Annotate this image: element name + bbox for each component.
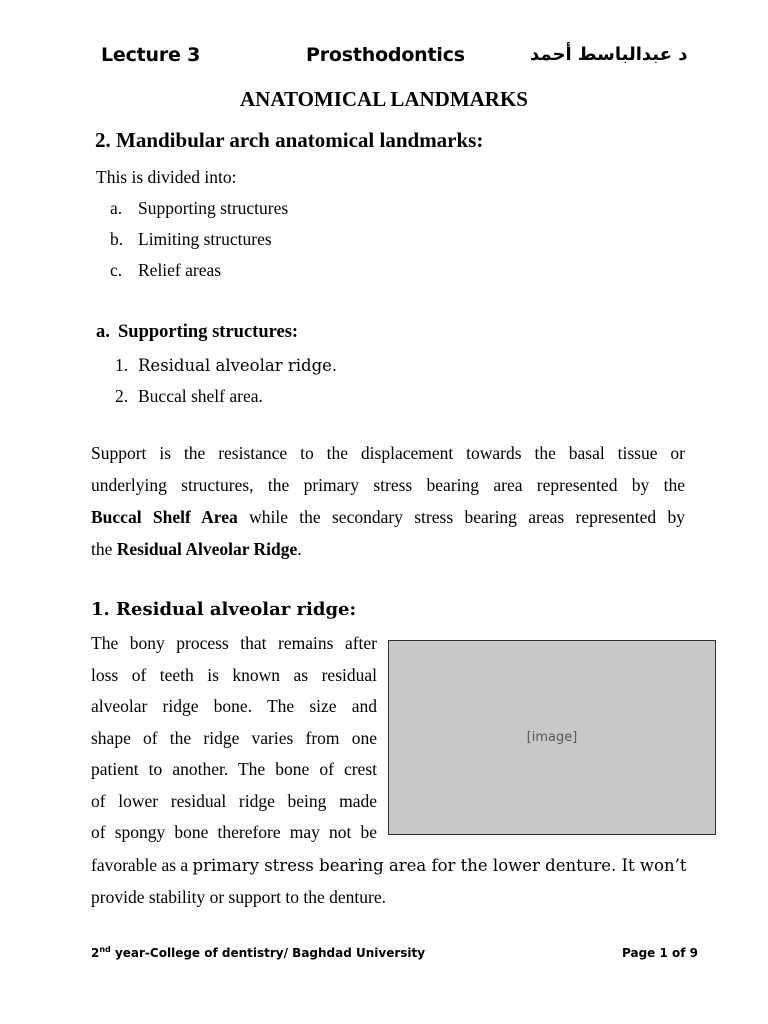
paragraph-line: Support is the resistance to the displacement towards the basal tissue or <box>91 443 685 463</box>
list-item-marker: 1. <box>115 355 129 375</box>
lecture-number: Lecture 3 <box>101 44 201 66</box>
subsection-marker: a. <box>96 322 110 342</box>
list-item-marker: a. <box>110 198 123 218</box>
list-item: Supporting structures <box>138 198 289 218</box>
paragraph-line: of lower residual ridge being made <box>91 790 377 811</box>
paragraph-line: provide stability or support to the denture. <box>91 887 387 907</box>
page-number: Page 1 of 9 <box>622 946 698 960</box>
paragraph-line: The bony process that remains after <box>91 633 377 653</box>
list-item: Buccal shelf area. <box>138 386 263 406</box>
list-item: Limiting structures <box>138 229 272 249</box>
paragraph-text: while the secondary stress bearing areas represented by <box>237 507 685 527</box>
course-name: Prosthodontics <box>306 44 465 66</box>
paragraph-text: favorable as a <box>91 855 193 875</box>
ridge-text-column <box>91 628 377 849</box>
list-item-marker: c. <box>110 260 123 280</box>
emphasis-text: primary stress bearing area for the lower denture <box>192 856 612 875</box>
paragraph-text: . It won’t <box>611 856 687 875</box>
list-item: Residual alveolar ridge. <box>138 356 338 375</box>
paragraph-line: patient to another. The bone of crest <box>91 759 377 779</box>
paragraph-line: alveolar ridge bone. The size and <box>91 696 377 716</box>
ridge-continuation <box>91 849 685 913</box>
paragraph-line <box>91 849 685 881</box>
paragraph-text: the <box>91 539 117 559</box>
footer-college: year-College of dentistry/ Baghdad University <box>110 946 426 960</box>
subsection-heading <box>96 322 298 343</box>
ridge-heading: 1. Residual alveolar ridge: <box>91 599 357 620</box>
paragraph-line: of spongy bone therefore may not be <box>91 822 377 842</box>
list-item-marker: b. <box>110 229 124 249</box>
subsection-title: Supporting structures: <box>118 322 299 342</box>
bold-term: Buccal Shelf Area <box>91 507 238 527</box>
author-name: د عبدالباسط أحمد <box>530 44 688 65</box>
footer-ordinal: nd <box>99 945 111 954</box>
paragraph-line: loss of teeth is known as residual <box>91 664 377 685</box>
list-item-marker: 2. <box>115 386 129 406</box>
paragraph-line: underlying structures, the primary stress bearing area represented by the <box>91 475 685 495</box>
bold-term: Residual Alveolar Ridge <box>116 539 298 559</box>
intro-text: This is divided into: <box>96 167 237 187</box>
section-heading: 2. Mandibular arch anatomical landmarks: <box>95 128 484 152</box>
paragraph-line: shape of the ridge varies from one <box>91 727 377 748</box>
paragraph-line <box>91 501 685 533</box>
footer-course-info <box>91 946 425 960</box>
support-paragraph <box>91 437 685 565</box>
mandibular-ridge-photo: [image] <box>388 640 716 835</box>
footer-year: 2 <box>91 946 100 960</box>
page-title: ANATOMICAL LANDMARKS <box>240 87 528 111</box>
list-item: Relief areas <box>138 260 222 280</box>
paragraph-text: . <box>297 539 302 559</box>
paragraph-line <box>91 533 685 565</box>
